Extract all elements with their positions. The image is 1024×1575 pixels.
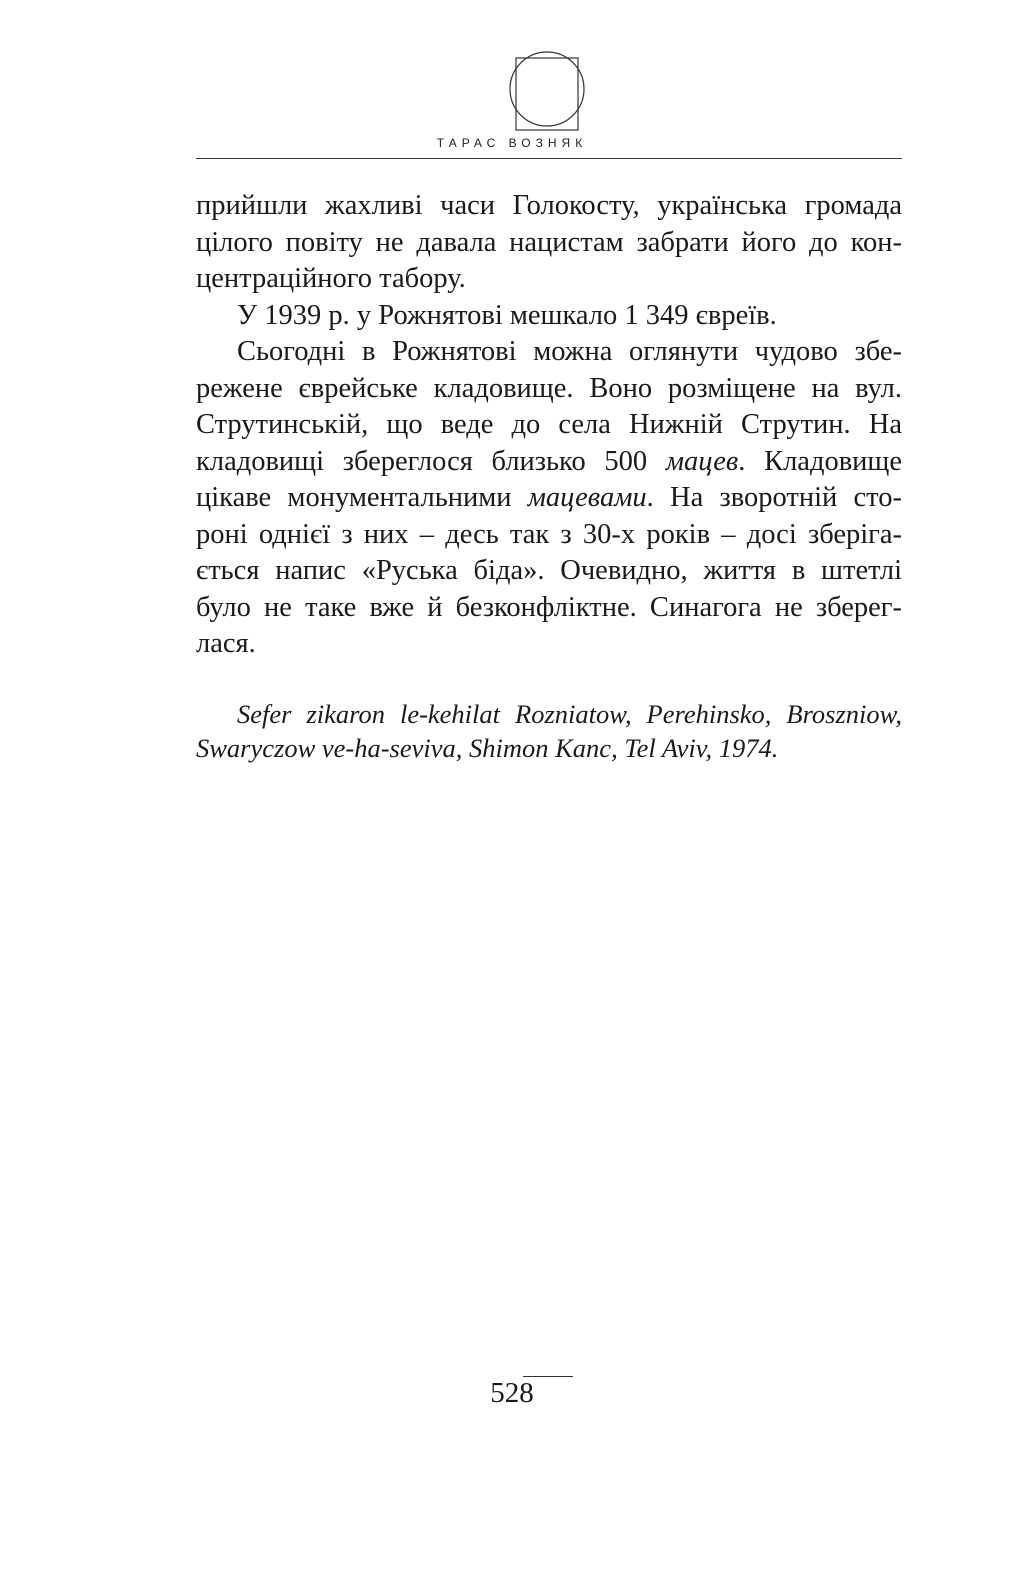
paragraph-2 xyxy=(196,298,902,335)
page-number: 528 xyxy=(490,1377,534,1409)
paragraph-3 xyxy=(196,334,902,663)
text-line: ється напис «Руська біда». Очевидно, життя в штетлі xyxy=(196,555,902,586)
running-title: ТАРАС ВОЗНЯК xyxy=(436,136,588,150)
header-rule xyxy=(196,158,902,159)
text-line: було не таке вже й безконфліктне. Синагога не зберег- xyxy=(196,591,902,623)
text-line: Струтинській, що веде до села Нижній Струтин. На xyxy=(196,409,902,440)
text-segment: . На зворотній сто- xyxy=(646,482,902,513)
text-line: Сьогодні в Рожнятові можна оглянути чудово збе- xyxy=(237,336,902,367)
italic-term: мацев xyxy=(665,445,739,477)
text-line: центраційного табору. xyxy=(196,263,466,294)
italic-term: мацевами xyxy=(527,482,647,513)
text-segment: цікаве монументальними xyxy=(196,482,528,513)
text-line: лася. xyxy=(196,628,256,659)
text-segment: . Кладовище xyxy=(738,445,902,477)
citation-line: Sefer zikaron le-kehilat Rozniatow, Perehinsko, Broszniow, xyxy=(237,699,902,729)
text-line xyxy=(196,480,902,517)
text-line: прийшли жахливі часи Голокосту, українська громада xyxy=(196,190,902,221)
circle-square-emblem-icon xyxy=(508,46,586,132)
text-line: У 1939 р. у Рожнятові мешкало 1 349 євреїв. xyxy=(237,299,777,331)
paragraph-1 xyxy=(196,188,902,298)
main-text xyxy=(196,188,902,663)
source-citation xyxy=(196,697,902,765)
text-line xyxy=(196,444,902,481)
citation-line: Swaryczow ve-ha-seviva, Shimon Kanc, Tel Aviv, 1974. xyxy=(196,733,779,763)
text-line: цілого повіту не давала нацистам забрати його до кон- xyxy=(196,226,902,258)
text-line: режене єврейське кладовище. Воно розміщене на вул. xyxy=(196,372,902,404)
text-line: роні однієї з них – десь так з 30-х років – досі зберіга- xyxy=(196,518,902,550)
text-segment: кладовищі збереглося близько 500 xyxy=(196,445,666,477)
